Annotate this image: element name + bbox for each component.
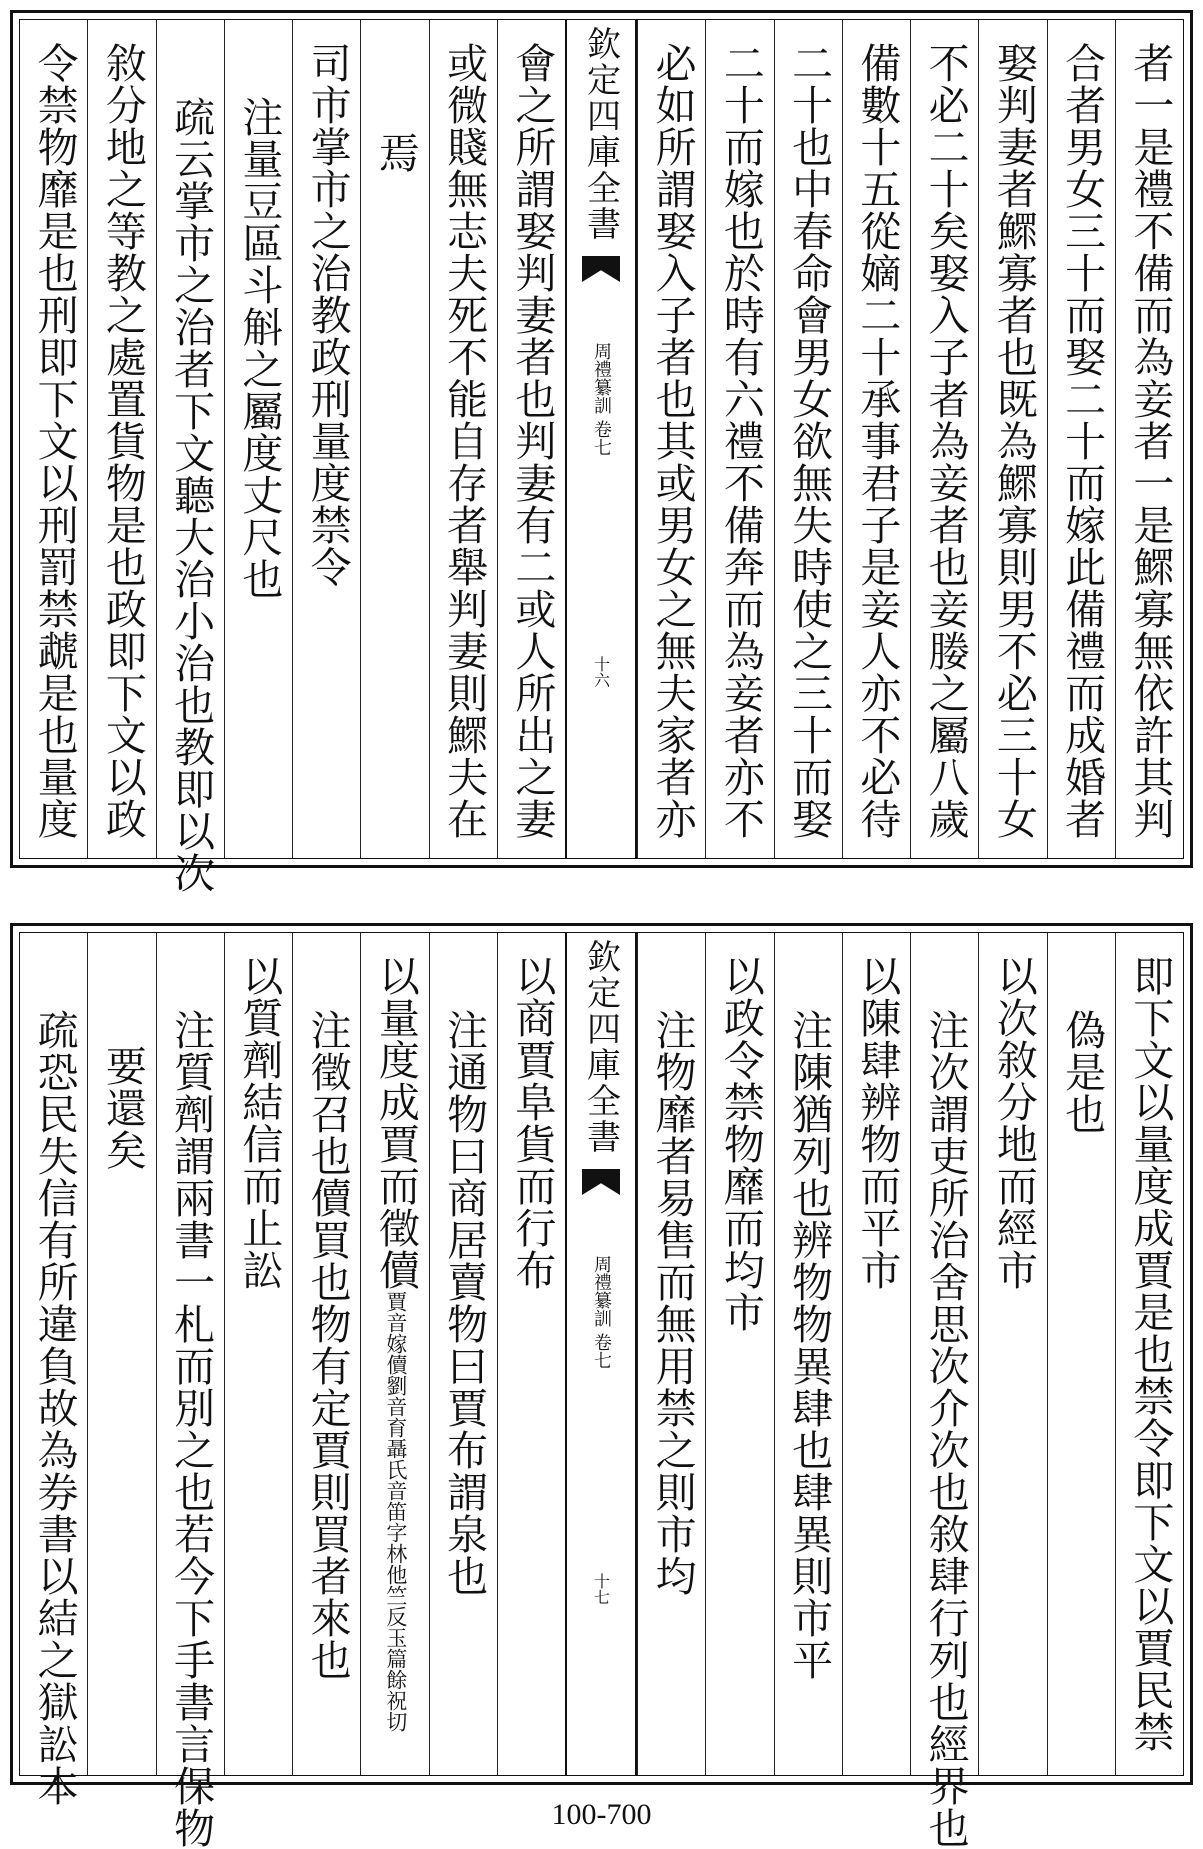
column-text: 以量度成賈而徵儥 (371, 955, 420, 1291)
column-text: 或微賤無志夫死不能自存者舉判妻則鰥夫在 (440, 42, 489, 840)
text-column (1047, 933, 1115, 1775)
text-column (292, 933, 360, 1775)
column-text: 敘分地之等教之處置貨物是也政即下文以政 (98, 42, 147, 840)
text-column (705, 20, 773, 858)
column-text: 注量豆區斗斛之屬度丈尺也 (235, 96, 284, 600)
text-column (20, 933, 87, 1807)
column-text: 疏恐民失信有所違負故為券書以結之獄訟本 (30, 1009, 79, 1807)
spine-folio: 十六 (591, 656, 611, 688)
text-column (637, 20, 705, 858)
column-text: 注質劑謂兩書一札而別之也若今下手書言保物 (167, 1009, 216, 1849)
column-text: 以商賈阜貨而行布 (508, 955, 557, 1291)
spine-book-info (588, 1255, 614, 1369)
column-text: 二十也中春命會男女欲無失時使之三十而娶 (785, 42, 834, 840)
column-text: 焉 (371, 132, 420, 174)
text-column (978, 933, 1046, 1775)
text-column (1047, 20, 1115, 858)
text-column (429, 20, 497, 858)
column-text: 以次敘分地而經市 (989, 955, 1038, 1291)
text-column (360, 20, 428, 858)
text-column (910, 20, 978, 858)
column-text: 二十而嫁也於時有六禮不備奔而為妾者亦不 (716, 42, 765, 840)
spine-book-info (588, 342, 614, 456)
spine-book-title: 周禮纂訓 (591, 1255, 612, 1327)
text-column (497, 933, 565, 1775)
column-text: 注通物曰商居賣物曰賈布謂泉也 (440, 1009, 489, 1597)
center-spine (565, 933, 637, 1775)
text-column (87, 933, 155, 1775)
text-column (224, 933, 292, 1775)
column-text: 疏云掌市之治者下文聽大治小治也教即以次 (167, 96, 216, 894)
column-text: 要還矣 (98, 1045, 147, 1171)
column-text: 即下文以量度成賈是也禁令即下文以賈民禁 (1126, 955, 1175, 1753)
column-text-with-note (372, 933, 418, 1775)
text-column (497, 20, 565, 858)
column-text: 以政令禁物靡而均市 (716, 955, 765, 1333)
text-column (429, 933, 497, 1775)
column-text: 令禁物靡是也刑即下文以刑罰禁虣是也量度 (30, 42, 79, 840)
spine-title: 欽定四庫全書 (580, 939, 621, 1155)
text-column (910, 933, 978, 1849)
text-column (224, 20, 292, 858)
column-text: 注物靡者易售而無用禁之則市均 (648, 1009, 697, 1597)
spine-book-title: 周禮纂訓 (591, 342, 612, 414)
text-column (1115, 933, 1183, 1775)
column-text: 者一是禮不備而為妾者一是鰥寡無依許其判 (1126, 42, 1175, 840)
column-text: 不必二十矣娶入子者為妾者也妾媵之屬八歲 (921, 42, 970, 840)
text-column (360, 933, 428, 1775)
column-text: 備數十五從嫡二十承事君子是妾人亦不必待 (853, 42, 902, 840)
fish-tail-mark-icon (582, 1169, 620, 1195)
column-text: 注陳猶列也辨物物異肆也肆異則市平 (785, 1009, 834, 1681)
column-text: 司市掌市之治教政刑量度禁令 (303, 42, 352, 588)
text-column (842, 933, 910, 1775)
spine-folio: 十七 (591, 1573, 611, 1605)
column-text: 注徵召也儥買也物有定賈則買者來也 (303, 1009, 352, 1681)
text-column (774, 20, 842, 858)
top-page-columns (19, 19, 1184, 894)
text-column (774, 933, 842, 1775)
column-text: 以陳肆辨物而平市 (853, 955, 902, 1291)
fish-tail-mark-icon (582, 256, 620, 282)
text-column (705, 933, 773, 1775)
column-text: 會之所謂娶判妻者也判妻有二或人所出之妻 (508, 42, 557, 840)
text-column (1115, 20, 1183, 858)
column-text: 必如所謂娶入子者也其或男女之無夫家者亦 (648, 42, 697, 840)
text-column (292, 20, 360, 858)
text-column (978, 20, 1046, 858)
spine-volume: 卷七 (591, 420, 612, 456)
spine-volume: 卷七 (591, 1333, 612, 1369)
column-text: 注次謂吏所治舍思次介次也敘肆行列也經界也 (921, 1009, 970, 1849)
text-column (20, 20, 87, 858)
page-number: 100-700 (551, 1798, 652, 1831)
spine-title: 欽定四庫全書 (580, 26, 621, 242)
column-text: 娶判妻者鰥寡者也既為鰥寡則男不必三十女 (989, 42, 1038, 840)
column-text: 合者男女三十而娶二十而嫁此備禮而成婚者 (1058, 42, 1107, 840)
column-text: 偽是也 (1058, 1009, 1107, 1135)
annotation-note: 賈音嫁儥劉音育聶氏音笛字林他竺反玉篇餘祝切 (383, 1291, 408, 1732)
center-spine (565, 20, 637, 858)
text-column (156, 933, 224, 1849)
text-column (87, 20, 155, 858)
text-column (156, 20, 224, 894)
column-text: 以質劑結信而止訟 (235, 955, 284, 1291)
text-column (842, 20, 910, 858)
text-column (637, 933, 705, 1775)
top-page-panel (10, 10, 1193, 894)
